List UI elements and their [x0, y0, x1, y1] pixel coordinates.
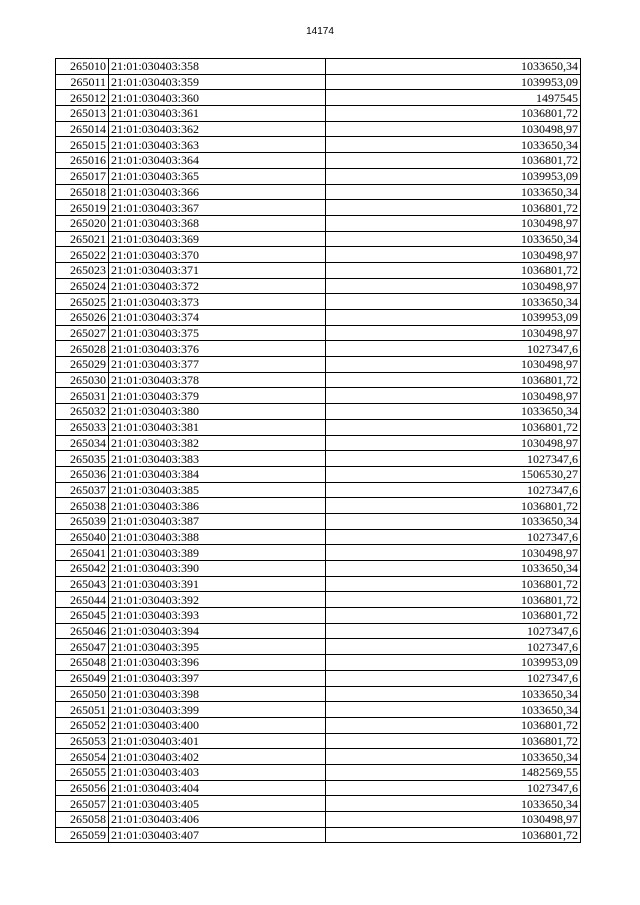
table-row [56, 419, 581, 435]
table-row [56, 655, 581, 671]
row-number-cell: 265029 [56, 357, 109, 373]
row-number-cell: 265044 [56, 592, 109, 608]
cadastral-value-cell: 1030498,97 [326, 388, 581, 404]
cadastral-value-cell: 1033650,34 [326, 184, 581, 200]
row-number-cell: 265022 [56, 247, 109, 263]
cadastral-value-cell: 1030498,97 [326, 121, 581, 137]
row-number-cell: 265037 [56, 482, 109, 498]
table-row [56, 278, 581, 294]
row-number-cell: 265024 [56, 278, 109, 294]
cadastral-number-cell: 21:01:030403:378 [109, 372, 326, 388]
cadastral-value-cell: 1482569,55 [326, 764, 581, 780]
cadastral-value-cell: 1033650,34 [326, 231, 581, 247]
cadastral-value-cell: 1036801,72 [326, 717, 581, 733]
table-row [56, 827, 581, 843]
cadastral-number-cell: 21:01:030403:388 [109, 529, 326, 545]
cadastral-number-cell: 21:01:030403:404 [109, 780, 326, 796]
cadastral-value-cell: 1033650,34 [326, 513, 581, 529]
cadastral-value-cell: 1027347,6 [326, 482, 581, 498]
cadastral-number-cell: 21:01:030403:406 [109, 812, 326, 828]
row-number-cell: 265030 [56, 372, 109, 388]
cadastral-number-cell: 21:01:030403:377 [109, 357, 326, 373]
cadastral-number-cell: 21:01:030403:362 [109, 121, 326, 137]
row-number-cell: 265050 [56, 686, 109, 702]
table-row [56, 639, 581, 655]
row-number-cell: 265041 [56, 545, 109, 561]
cadastral-number-cell: 21:01:030403:387 [109, 513, 326, 529]
row-number-cell: 265042 [56, 561, 109, 577]
cadastral-number-cell: 21:01:030403:368 [109, 215, 326, 231]
cadastral-number-cell: 21:01:030403:363 [109, 137, 326, 153]
cadastral-value-cell: 1039953,09 [326, 74, 581, 90]
cadastral-value-cell: 1036801,72 [326, 592, 581, 608]
row-number-cell: 265059 [56, 827, 109, 843]
row-number-cell: 265055 [56, 764, 109, 780]
table-row [56, 341, 581, 357]
table-row [56, 513, 581, 529]
cadastral-value-cell: 1033650,34 [326, 59, 581, 75]
cadastral-number-cell: 21:01:030403:381 [109, 419, 326, 435]
cadastral-value-cell: 1033650,34 [326, 702, 581, 718]
row-number-cell: 265011 [56, 74, 109, 90]
cadastral-number-cell: 21:01:030403:385 [109, 482, 326, 498]
cadastral-value-cell: 1036801,72 [326, 153, 581, 169]
table-row [56, 184, 581, 200]
row-number-cell: 265023 [56, 262, 109, 278]
cadastral-value-cell: 1036801,72 [326, 372, 581, 388]
cadastral-value-cell: 1036801,72 [326, 106, 581, 122]
cadastral-value-cell: 1027347,6 [326, 780, 581, 796]
cadastral-value-cell: 1036801,72 [326, 827, 581, 843]
cadastral-number-cell: 21:01:030403:386 [109, 498, 326, 514]
cadastral-number-cell: 21:01:030403:383 [109, 451, 326, 467]
cadastral-number-cell: 21:01:030403:402 [109, 749, 326, 765]
page-number: 14174 [306, 26, 334, 37]
cadastral-number-cell: 21:01:030403:364 [109, 153, 326, 169]
cadastral-value-cell: 1036801,72 [326, 498, 581, 514]
table-row [56, 686, 581, 702]
cadastral-number-cell: 21:01:030403:407 [109, 827, 326, 843]
cadastral-number-cell: 21:01:030403:399 [109, 702, 326, 718]
table-row [56, 294, 581, 310]
table-row [56, 529, 581, 545]
row-number-cell: 265020 [56, 215, 109, 231]
cadastral-number-cell: 21:01:030403:392 [109, 592, 326, 608]
cadastral-value-cell: 1033650,34 [326, 749, 581, 765]
cadastral-number-cell: 21:01:030403:403 [109, 764, 326, 780]
cadastral-number-cell: 21:01:030403:380 [109, 404, 326, 420]
table-row [56, 200, 581, 216]
table-row [56, 717, 581, 733]
cadastral-number-cell: 21:01:030403:374 [109, 310, 326, 326]
row-number-cell: 265031 [56, 388, 109, 404]
cadastral-number-cell: 21:01:030403:361 [109, 106, 326, 122]
table-row [56, 576, 581, 592]
table-row [56, 498, 581, 514]
row-number-cell: 265033 [56, 419, 109, 435]
table-row [56, 623, 581, 639]
row-number-cell: 265016 [56, 153, 109, 169]
table-row [56, 357, 581, 373]
cadastral-number-cell: 21:01:030403:365 [109, 168, 326, 184]
cadastral-number-cell: 21:01:030403:369 [109, 231, 326, 247]
table-row [56, 168, 581, 184]
table-row [56, 121, 581, 137]
cadastral-number-cell: 21:01:030403:405 [109, 796, 326, 812]
cadastral-value-cell: 1030498,97 [326, 215, 581, 231]
row-number-cell: 265021 [56, 231, 109, 247]
row-number-cell: 265057 [56, 796, 109, 812]
table-row [56, 733, 581, 749]
cadastral-value-cell: 1027347,6 [326, 529, 581, 545]
row-number-cell: 265047 [56, 639, 109, 655]
cadastral-value-cell: 1030498,97 [326, 325, 581, 341]
row-number-cell: 265051 [56, 702, 109, 718]
row-number-cell: 265045 [56, 608, 109, 624]
cadastral-number-cell: 21:01:030403:398 [109, 686, 326, 702]
row-number-cell: 265027 [56, 325, 109, 341]
table-row [56, 231, 581, 247]
cadastral-value-cell: 1497545 [326, 90, 581, 106]
row-number-cell: 265012 [56, 90, 109, 106]
cadastral-value-cell: 1030498,97 [326, 357, 581, 373]
cadastral-value-cell: 1027347,6 [326, 451, 581, 467]
row-number-cell: 265043 [56, 576, 109, 592]
cadastral-value-cell: 1036801,72 [326, 262, 581, 278]
table-row [56, 764, 581, 780]
table-row [56, 74, 581, 90]
table-row [56, 482, 581, 498]
cadastral-value-cell: 1033650,34 [326, 404, 581, 420]
cadastral-value-cell: 1033650,34 [326, 294, 581, 310]
cadastral-value-cell: 1030498,97 [326, 435, 581, 451]
cadastral-number-cell: 21:01:030403:375 [109, 325, 326, 341]
table-row [56, 780, 581, 796]
row-number-cell: 265010 [56, 59, 109, 75]
table-row [56, 372, 581, 388]
table-row [56, 153, 581, 169]
row-number-cell: 265056 [56, 780, 109, 796]
row-number-cell: 265054 [56, 749, 109, 765]
cadastral-value-cell: 1036801,72 [326, 200, 581, 216]
cadastral-number-cell: 21:01:030403:366 [109, 184, 326, 200]
cadastral-value-cell: 1039953,09 [326, 168, 581, 184]
table-row [56, 404, 581, 420]
cadastral-number-cell: 21:01:030403:367 [109, 200, 326, 216]
cadastral-number-cell: 21:01:030403:371 [109, 262, 326, 278]
table-row [56, 262, 581, 278]
cadastral-value-cell: 1030498,97 [326, 812, 581, 828]
row-number-cell: 265039 [56, 513, 109, 529]
row-number-cell: 265058 [56, 812, 109, 828]
row-number-cell: 265052 [56, 717, 109, 733]
cadastral-number-cell: 21:01:030403:393 [109, 608, 326, 624]
cadastral-value-cell: 1030498,97 [326, 247, 581, 263]
cadastral-number-cell: 21:01:030403:379 [109, 388, 326, 404]
table-row [56, 608, 581, 624]
cadastral-number-cell: 21:01:030403:394 [109, 623, 326, 639]
cadastral-number-cell: 21:01:030403:372 [109, 278, 326, 294]
cadastral-value-cell: 1036801,72 [326, 419, 581, 435]
table-row [56, 106, 581, 122]
cadastral-number-cell: 21:01:030403:390 [109, 561, 326, 577]
row-number-cell: 265017 [56, 168, 109, 184]
cadastral-number-cell: 21:01:030403:370 [109, 247, 326, 263]
row-number-cell: 265049 [56, 670, 109, 686]
table-row [56, 247, 581, 263]
cadastral-value-cell: 1030498,97 [326, 278, 581, 294]
table-row [56, 670, 581, 686]
cadastral-value-cell: 1033650,34 [326, 796, 581, 812]
table-row [56, 451, 581, 467]
cadastral-value-cell: 1036801,72 [326, 733, 581, 749]
row-number-cell: 265036 [56, 466, 109, 482]
table-row [56, 592, 581, 608]
row-number-cell: 265015 [56, 137, 109, 153]
row-number-cell: 265025 [56, 294, 109, 310]
cadastral-number-cell: 21:01:030403:395 [109, 639, 326, 655]
row-number-cell: 265013 [56, 106, 109, 122]
cadastral-value-cell: 1036801,72 [326, 608, 581, 624]
table-row [56, 561, 581, 577]
cadastral-number-cell: 21:01:030403:358 [109, 59, 326, 75]
cadastral-number-cell: 21:01:030403:400 [109, 717, 326, 733]
row-number-cell: 265019 [56, 200, 109, 216]
cadastral-number-cell: 21:01:030403:389 [109, 545, 326, 561]
cadastral-value-cell: 1030498,97 [326, 545, 581, 561]
cadastral-number-cell: 21:01:030403:382 [109, 435, 326, 451]
row-number-cell: 265032 [56, 404, 109, 420]
row-number-cell: 265026 [56, 310, 109, 326]
table-row [56, 90, 581, 106]
cadastral-value-cell: 1027347,6 [326, 623, 581, 639]
cadastral-number-cell: 21:01:030403:396 [109, 655, 326, 671]
cadastral-number-cell: 21:01:030403:391 [109, 576, 326, 592]
table-row [56, 388, 581, 404]
cadastral-value-cell: 1039953,09 [326, 655, 581, 671]
table-row [56, 59, 581, 75]
row-number-cell: 265053 [56, 733, 109, 749]
table-row [56, 702, 581, 718]
cadastral-number-cell: 21:01:030403:360 [109, 90, 326, 106]
cadastral-value-cell: 1033650,34 [326, 137, 581, 153]
row-number-cell: 265028 [56, 341, 109, 357]
cadastral-value-cell: 1033650,34 [326, 686, 581, 702]
cadastral-value-cell: 1036801,72 [326, 576, 581, 592]
table-row [56, 545, 581, 561]
table-row [56, 310, 581, 326]
row-number-cell: 265038 [56, 498, 109, 514]
table-row [56, 325, 581, 341]
table-row [56, 435, 581, 451]
registry-table-body [56, 59, 581, 843]
row-number-cell: 265046 [56, 623, 109, 639]
table-row [56, 137, 581, 153]
row-number-cell: 265048 [56, 655, 109, 671]
cadastral-number-cell: 21:01:030403:384 [109, 466, 326, 482]
cadastral-value-cell: 1506530,27 [326, 466, 581, 482]
cadastral-number-cell: 21:01:030403:373 [109, 294, 326, 310]
registry-table [55, 58, 581, 843]
table-row [56, 466, 581, 482]
cadastral-value-cell: 1039953,09 [326, 310, 581, 326]
cadastral-number-cell: 21:01:030403:401 [109, 733, 326, 749]
cadastral-number-cell: 21:01:030403:359 [109, 74, 326, 90]
row-number-cell: 265014 [56, 121, 109, 137]
row-number-cell: 265035 [56, 451, 109, 467]
row-number-cell: 265018 [56, 184, 109, 200]
cadastral-value-cell: 1033650,34 [326, 561, 581, 577]
row-number-cell: 265034 [56, 435, 109, 451]
table-row [56, 812, 581, 828]
cadastral-number-cell: 21:01:030403:376 [109, 341, 326, 357]
cadastral-value-cell: 1027347,6 [326, 341, 581, 357]
row-number-cell: 265040 [56, 529, 109, 545]
cadastral-value-cell: 1027347,6 [326, 670, 581, 686]
table-row [56, 215, 581, 231]
cadastral-number-cell: 21:01:030403:397 [109, 670, 326, 686]
table-row [56, 796, 581, 812]
cadastral-value-cell: 1027347,6 [326, 639, 581, 655]
table-row [56, 749, 581, 765]
